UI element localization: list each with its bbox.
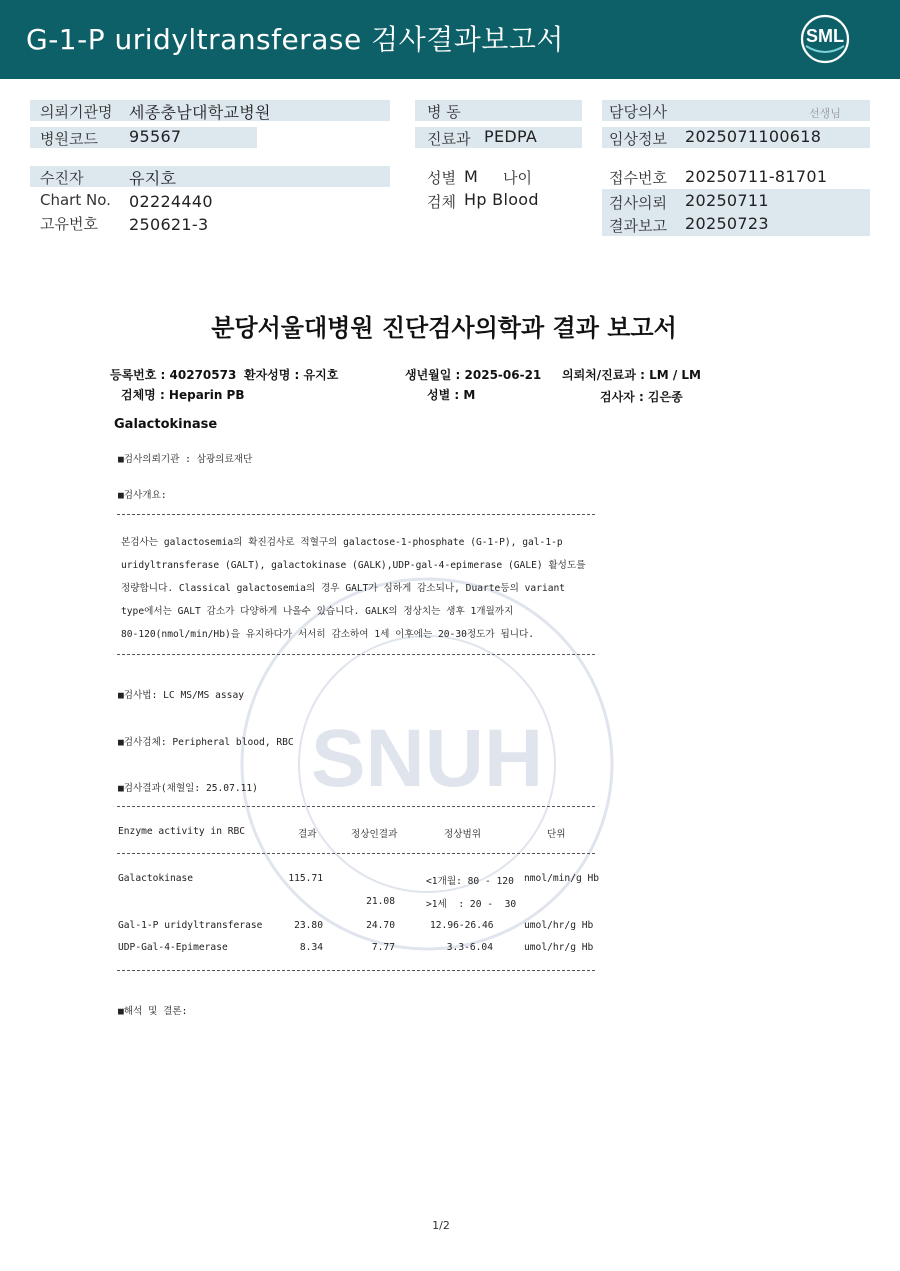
examiner: 검사자 : 김은종 <box>600 390 683 404</box>
sample-type: ■검사검체: Peripheral blood, RBC <box>118 737 294 748</box>
table-header-unit: 단위 <box>547 829 566 840</box>
chart-label: Chart No. <box>40 191 111 209</box>
requesting-institution: ■검사의뢰기관 : 삼광의료재단 <box>118 454 253 465</box>
report-label: 결과보고 <box>609 217 667 235</box>
code-value: 95567 <box>129 127 182 146</box>
table-cell-range: 12.96-26.46 <box>430 920 494 931</box>
table-cell-result: 8.34 <box>299 942 323 953</box>
dept-value: PEDPA <box>484 127 538 146</box>
ward-label: 병 동 <box>427 103 461 121</box>
birth-date: 생년월일 : 2025-06-21 <box>405 368 542 382</box>
clinical-label: 임상정보 <box>609 130 667 148</box>
patient-value: 유지호 <box>129 169 177 188</box>
table-header-result: 결과 <box>298 829 317 840</box>
table-cell-range: >1세 : 20 - 30 <box>426 899 517 910</box>
result-heading: ■검사결과(채혈일: 25.07.11) <box>118 783 258 794</box>
table-cell-unit: umol/hr/g Hb <box>524 942 594 953</box>
report-sex: 성별 : M <box>427 388 476 402</box>
logo-text: SML <box>806 26 844 46</box>
specimen-value: Hp Blood <box>464 190 539 209</box>
sex-label: 성별 <box>427 169 456 187</box>
table-cell-unit: umol/hr/g Hb <box>524 920 594 931</box>
divider <box>117 654 595 655</box>
interpretation-heading: ■해석 및 결론: <box>118 1006 188 1017</box>
dept-label: 진료과 <box>427 130 471 148</box>
table-cell-enzyme: Gal-1-P uridyltransferase <box>118 920 263 931</box>
sex-value: M <box>464 167 479 186</box>
table-cell-result: 23.80 <box>294 920 323 931</box>
overview-line: 80-120(nmol/min/Hb)을 유지하다가 서서히 감소하여 1세 이후에는 20-30정도가 됩니다. <box>121 629 535 640</box>
table-cell-enzyme: UDP-Gal-4-Epimerase <box>118 942 228 953</box>
institution-value: 세종충남대학교병원 <box>129 103 271 122</box>
request-value: 20250711 <box>685 191 769 210</box>
doctor-suffix: 선생님 <box>809 107 841 120</box>
age-label: 나이 <box>503 169 532 187</box>
clinical-value: 2025071100618 <box>685 127 822 146</box>
specimen-name: 검체명 : Heparin PB <box>121 388 245 402</box>
divider <box>117 806 595 807</box>
overview-line: 본검사는 galactosemia의 확진검사로 적혈구의 galactose-1-phosphate (G-1-P), gal-1-p <box>121 537 563 548</box>
patient-name: 환자성명 : 유지호 <box>244 368 339 382</box>
divider <box>117 514 595 515</box>
table-cell-enzyme: Galactokinase <box>118 873 194 884</box>
watermark-text: SNUH <box>310 713 544 804</box>
table-header-normal-range: 정상범위 <box>444 829 482 840</box>
report-header-title: G-1-P uridyltransferase 검사결과보고서 <box>26 23 564 56</box>
unique-label: 고유번호 <box>40 215 98 233</box>
sml-logo <box>800 14 850 64</box>
unique-value: 250621-3 <box>129 215 209 234</box>
table-cell-range: <1개월: 80 - 120 <box>426 876 514 887</box>
request-label: 검사의뢰 <box>609 194 667 212</box>
method: ■검사법: LC MS/MS assay <box>118 690 244 701</box>
referral-dept: 의뢰처/진료과 : LM / LM <box>562 368 702 382</box>
table-cell-normal-result: 21.08 <box>366 896 395 907</box>
page-number: 1/2 <box>432 1219 450 1232</box>
table-header-enzyme: Enzyme activity in RBC <box>118 826 246 837</box>
receipt-value: 20250711-81701 <box>685 167 828 186</box>
table-header-normal-result: 정상인결과 <box>351 829 398 840</box>
divider <box>117 970 595 971</box>
report-header <box>0 0 900 79</box>
chart-value: 02224440 <box>129 192 213 211</box>
registration-number: 등록번호 : 40270573 <box>110 368 237 382</box>
report-value: 20250723 <box>685 214 769 233</box>
overview-line: type에서는 GALT 감소가 다양하게 나올수 있습니다. GALK의 정상치는 생후 1개월까지 <box>121 606 514 617</box>
table-cell-unit: nmol/min/g Hb <box>524 873 600 884</box>
code-label: 병원코드 <box>40 130 98 148</box>
table-cell-result: 115.71 <box>288 873 323 884</box>
table-cell-normal-result: 24.70 <box>366 920 395 931</box>
doctor-label: 담당의사 <box>609 103 667 121</box>
overview-line: uridyltransferase (GALT), galactokinase (GALK),UDP-gal-4-epimerase (GALE) 활성도를 <box>121 560 586 571</box>
document-title: 분당서울대병원 진단검사의학과 결과 보고서 <box>211 314 677 342</box>
institution-label: 의뢰기관명 <box>40 103 113 121</box>
patient-label: 수진자 <box>40 169 84 187</box>
receipt-label: 접수번호 <box>609 169 667 187</box>
table-cell-range: 3.3-6.04 <box>446 942 493 953</box>
specimen-label: 검체 <box>427 193 456 211</box>
divider <box>117 853 595 854</box>
patient-bar <box>30 166 390 187</box>
overview-heading: ■검사개요: <box>118 490 167 501</box>
section-title: Galactokinase <box>114 417 218 432</box>
table-cell-normal-result: 7.77 <box>371 942 395 953</box>
overview-line: 정량합니다. Classical galactosemia의 경우 GALT가 심하게 감소되나, Duarte등의 variant <box>121 583 566 594</box>
